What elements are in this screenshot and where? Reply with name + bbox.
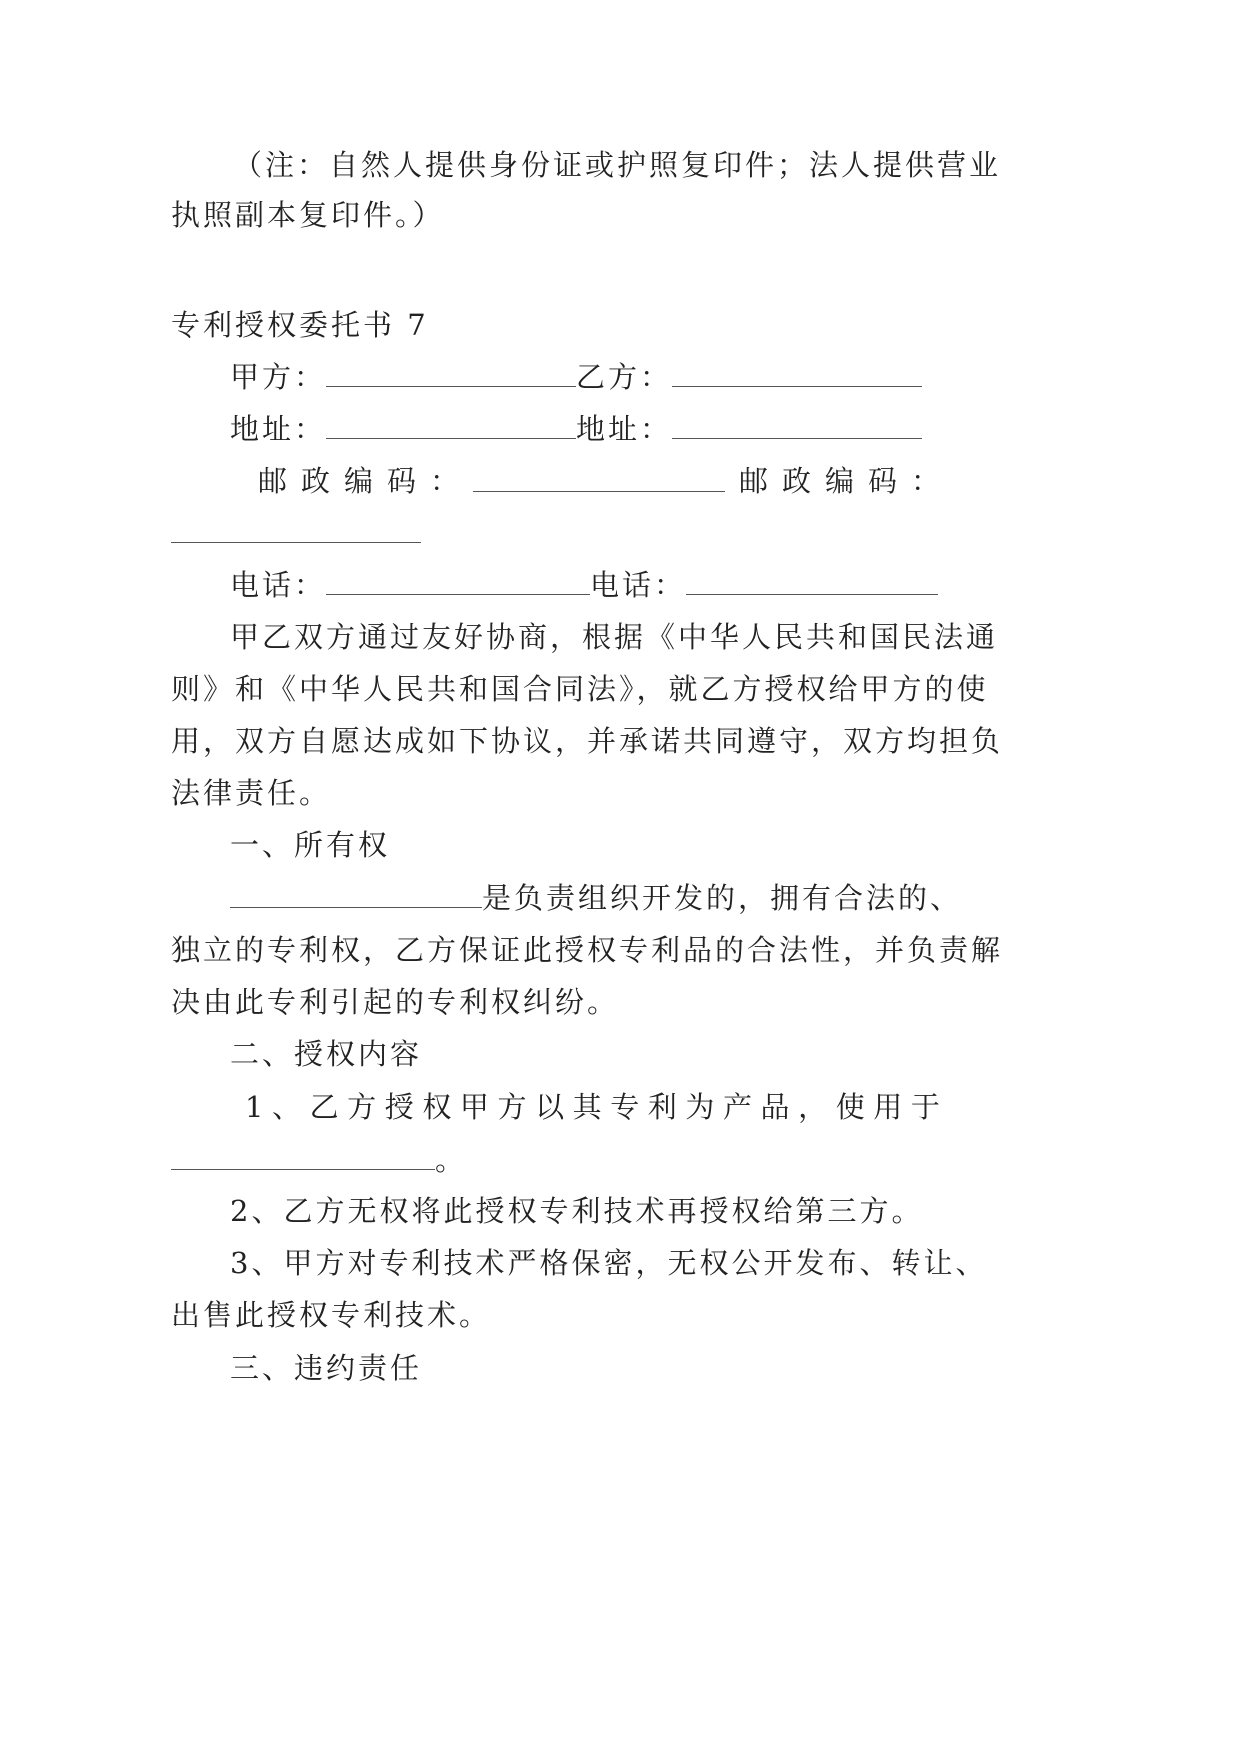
intro-line-2: 则》和《中华人民共和国合同法》，就乙方授权给甲方的使 bbox=[171, 672, 989, 706]
item-1-char: 、 bbox=[272, 1090, 302, 1124]
party-b-blank bbox=[672, 356, 922, 387]
usage-end: 。 bbox=[435, 1143, 468, 1177]
item-1-char: 乙 bbox=[309, 1090, 339, 1124]
postal-char: 政 bbox=[781, 464, 811, 498]
item-1-char: 产 bbox=[722, 1090, 752, 1124]
item-1-char: 品 bbox=[760, 1090, 790, 1124]
section-1-heading: 一、所有权 bbox=[230, 828, 391, 862]
party-a-line bbox=[230, 356, 922, 397]
address-line bbox=[230, 408, 922, 449]
postal-b-blank bbox=[171, 512, 421, 543]
section-1-line-3: 决由此专利引起的专利权纠纷。 bbox=[171, 985, 620, 1019]
item-1-char: 用 bbox=[873, 1090, 903, 1124]
section-2-item-2: 2、乙方无权将此授权专利技术再授权给第三方。 bbox=[230, 1194, 924, 1228]
developer-blank bbox=[230, 877, 482, 908]
note-line-2: 执照副本复印件。） bbox=[171, 198, 445, 232]
item-1-char: 为 bbox=[685, 1090, 715, 1124]
postal-char: 码 bbox=[387, 464, 417, 498]
address-b-label: 地址： bbox=[576, 412, 673, 446]
note-line-1: （注：自然人提供身份证或护照复印件；法人提供营业 bbox=[233, 148, 1002, 182]
usage-blank bbox=[171, 1139, 435, 1170]
section-3-heading: 三、违约责任 bbox=[230, 1351, 423, 1385]
item-1-char: 方 bbox=[347, 1090, 377, 1124]
item-1-char: 于 bbox=[910, 1090, 940, 1124]
item-1-char: 权 bbox=[422, 1090, 452, 1124]
item-1-char: 授 bbox=[384, 1090, 414, 1124]
party-b-label: 乙方： bbox=[576, 360, 673, 394]
document-title: 专利授权委托书 7 bbox=[171, 308, 429, 342]
item-1-char: 其 bbox=[572, 1090, 602, 1124]
item-1-char: 1 bbox=[245, 1090, 264, 1124]
address-b-blank bbox=[672, 408, 922, 439]
item-1-char: 使 bbox=[835, 1090, 865, 1124]
item-1-char: 甲 bbox=[459, 1090, 489, 1124]
postal-char: 编 bbox=[824, 464, 854, 498]
item-1-char: 方 bbox=[497, 1090, 527, 1124]
postal-line bbox=[258, 461, 940, 501]
postal-char: 编 bbox=[344, 464, 374, 498]
item-1-char: 利 bbox=[647, 1090, 677, 1124]
intro-line-4: 法律责任。 bbox=[171, 776, 332, 810]
intro-line-1: 甲乙双方通过友好协商，根据《中华人民共和国民法通 bbox=[230, 620, 999, 654]
postal-b-blank-line bbox=[171, 512, 421, 553]
phone-a-label: 电话： bbox=[230, 568, 327, 602]
postal-char: 邮 bbox=[258, 464, 288, 498]
phone-line bbox=[230, 564, 938, 605]
item-1-char: ， bbox=[798, 1090, 828, 1124]
section-1-line-1 bbox=[230, 877, 962, 918]
postal-char: ： bbox=[430, 464, 460, 498]
postal-char: 码 bbox=[867, 464, 897, 498]
address-a-blank bbox=[326, 408, 576, 439]
section-2-item-1 bbox=[245, 1087, 940, 1127]
postal-char: ： bbox=[910, 464, 940, 498]
address-a-label: 地址： bbox=[230, 412, 327, 446]
section-1-line-1-text: 是负责组织开发的，拥有合法的、 bbox=[482, 881, 963, 915]
section-2-item-3-line-2: 出售此授权专利技术。 bbox=[171, 1298, 492, 1332]
phone-a-blank bbox=[326, 564, 590, 595]
postal-char: 政 bbox=[301, 464, 331, 498]
party-a-blank bbox=[326, 356, 576, 387]
usage-blank-line bbox=[171, 1139, 467, 1180]
item-1-char: 以 bbox=[535, 1090, 565, 1124]
postal-a-blank bbox=[473, 461, 725, 492]
party-a-label: 甲方： bbox=[230, 360, 327, 394]
phone-b-blank bbox=[686, 564, 938, 595]
phone-b-label: 电话： bbox=[590, 568, 687, 602]
section-1-line-2: 独立的专利权，乙方保证此授权专利品的合法性，并负责解 bbox=[171, 933, 1004, 967]
item-1-char: 专 bbox=[610, 1090, 640, 1124]
postal-char: 邮 bbox=[738, 464, 768, 498]
section-2-heading: 二、授权内容 bbox=[230, 1037, 423, 1071]
section-2-item-3-line-1: 3、甲方对专利技术严格保密，无权公开发布、转让、 bbox=[230, 1246, 988, 1280]
intro-line-3: 用，双方自愿达成如下协议，并承诺共同遵守，双方均担负 bbox=[171, 724, 1004, 758]
